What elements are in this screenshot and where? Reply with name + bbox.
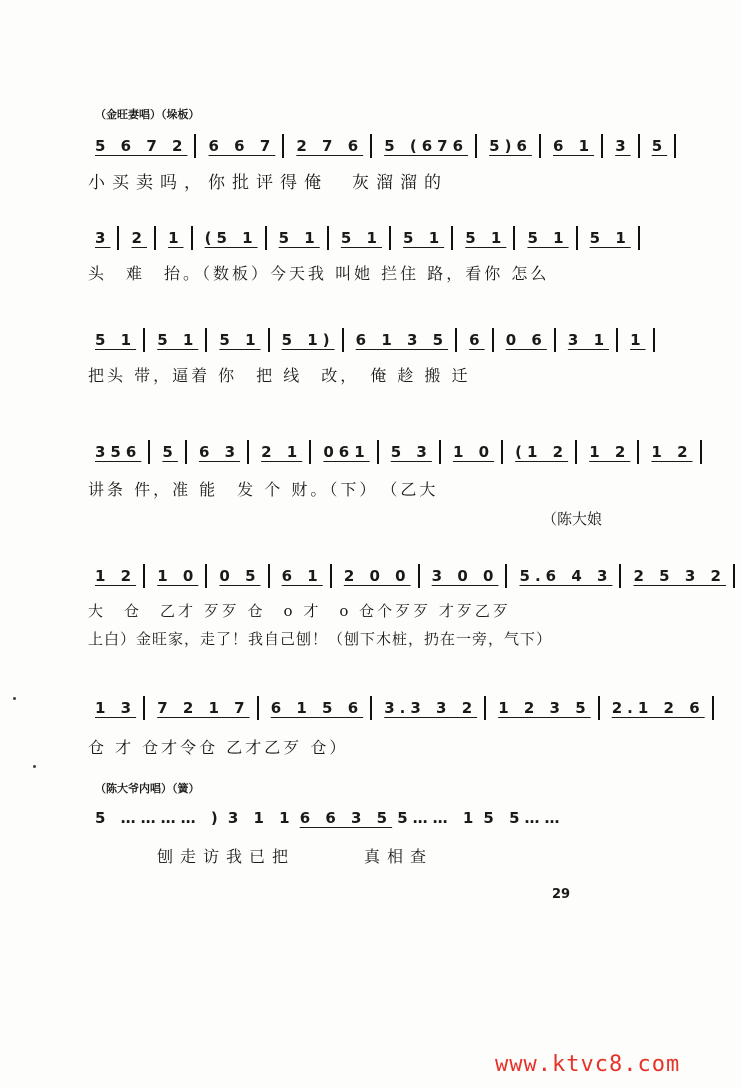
lyrics-line: 刨走访我已把 真相查 xyxy=(88,847,434,866)
measure: 3 0 0 xyxy=(431,566,499,585)
measure: 2 5 3 2 xyxy=(633,566,726,585)
measure: 5 1 xyxy=(340,228,382,247)
measure: 1 2 xyxy=(95,566,137,585)
page-number: 29 xyxy=(552,887,571,902)
measure: 5.6 4 3 xyxy=(519,566,613,585)
scan-speck xyxy=(13,697,16,700)
measure: 3 xyxy=(95,228,111,247)
measure: 2.1 2 6 xyxy=(611,698,705,717)
measure: 5 3 xyxy=(390,442,432,461)
lyrics-line: 把头 带，逼着 你 把 线 改， 俺 趁 搬 迁 xyxy=(88,366,471,385)
section-header: （金旺妻唱）（垛板） xyxy=(95,108,200,121)
measure: 5 1 xyxy=(219,330,261,349)
notation-row xyxy=(95,808,605,834)
measure: (5 1 xyxy=(204,228,258,247)
measure: 0 5 xyxy=(219,566,261,585)
measure: 5 6 7 2 xyxy=(95,136,188,155)
measure: 5 xyxy=(162,442,178,461)
measure: 5 5…… xyxy=(483,809,565,827)
measure: (1 2 xyxy=(515,442,569,461)
section-header: （陈大爷内唱）（簧） xyxy=(95,782,200,795)
measure: 2 xyxy=(131,228,147,247)
measure: 5 1 xyxy=(157,330,199,349)
measure: 2 1 xyxy=(261,442,303,461)
measure: 7 2 1 7 xyxy=(157,698,250,717)
measure: 6 6 7 xyxy=(208,136,276,155)
measure: 5…… 1 xyxy=(397,809,479,827)
measure: 0 6 xyxy=(505,330,547,349)
measure: 2 7 6 xyxy=(296,136,364,155)
measure: 6 1 3 5 xyxy=(355,330,449,349)
lyrics-line: 小买卖吗，你批评得俺 灰溜溜的 xyxy=(88,173,448,193)
measure: 5 1 xyxy=(465,228,507,247)
measure: 6 1 xyxy=(552,136,595,155)
notation-row xyxy=(95,134,668,160)
measure: 5 1) xyxy=(281,330,335,349)
notation-row xyxy=(95,440,693,466)
stage-direction: （陈大娘 xyxy=(541,510,602,528)
measure: 061 xyxy=(323,442,370,461)
lyrics-line: 大 仓 乙才 歹歹 仓 o 才 o 仓个歹歹 才歹乙歹 xyxy=(88,602,511,620)
measure: 1 xyxy=(630,330,646,349)
measure: 1 3 xyxy=(95,698,137,717)
measure: 1 2 3 5 xyxy=(498,698,591,717)
measure: 5 (676 xyxy=(384,136,469,155)
measure: 5 1 xyxy=(95,330,137,349)
measure: 356 xyxy=(95,442,142,461)
measure: 6 1 xyxy=(281,566,323,585)
measure: 5 ………… ) xyxy=(95,809,223,827)
lyrics-line: 仓 才 仓才令仓 乙才乙歹 仓） xyxy=(88,738,349,757)
measure: 6 6 3 5 xyxy=(299,809,393,827)
measure: 1 0 xyxy=(452,442,495,461)
measure: 3.3 3 2 xyxy=(384,698,478,717)
notation-row xyxy=(95,696,705,722)
notation-row xyxy=(95,564,726,590)
measure: 1 xyxy=(168,228,184,247)
lyrics-line: 讲条 件，准 能 发 个 财。（下） （乙大 xyxy=(88,480,439,499)
watermark: www.ktvc8.com xyxy=(495,1052,681,1077)
measure: 5 1 xyxy=(589,228,631,247)
measure: 5)6 xyxy=(489,136,532,155)
scan-speck xyxy=(33,765,36,768)
notation-row xyxy=(95,226,631,252)
measure: 3 1 xyxy=(567,330,610,349)
measure: 5 xyxy=(651,136,668,155)
notation-row xyxy=(95,328,646,354)
measure: 5 1 xyxy=(403,228,445,247)
measure: 5 1 xyxy=(527,228,569,247)
measure: 6 xyxy=(469,330,485,349)
stage-direction: 上白）金旺家，走了！我自己刨！（刨下木桩，扔在一旁，气下） xyxy=(88,630,553,648)
measure: 1 0 xyxy=(157,566,199,585)
measure: 1 2 xyxy=(589,442,631,461)
lyrics-line: 头 难 抬。（数板）今天我 叫她 拦住 路，看你 怎么 xyxy=(88,264,550,283)
measure: 1 2 xyxy=(651,442,693,461)
measure: 6 1 5 6 xyxy=(270,698,364,717)
measure: 5 1 xyxy=(278,228,320,247)
measure: 3 1 1 xyxy=(227,809,295,827)
measure: 6 3 xyxy=(198,442,241,461)
measure: 3 xyxy=(615,136,631,155)
measure: 2 0 0 xyxy=(343,566,411,585)
